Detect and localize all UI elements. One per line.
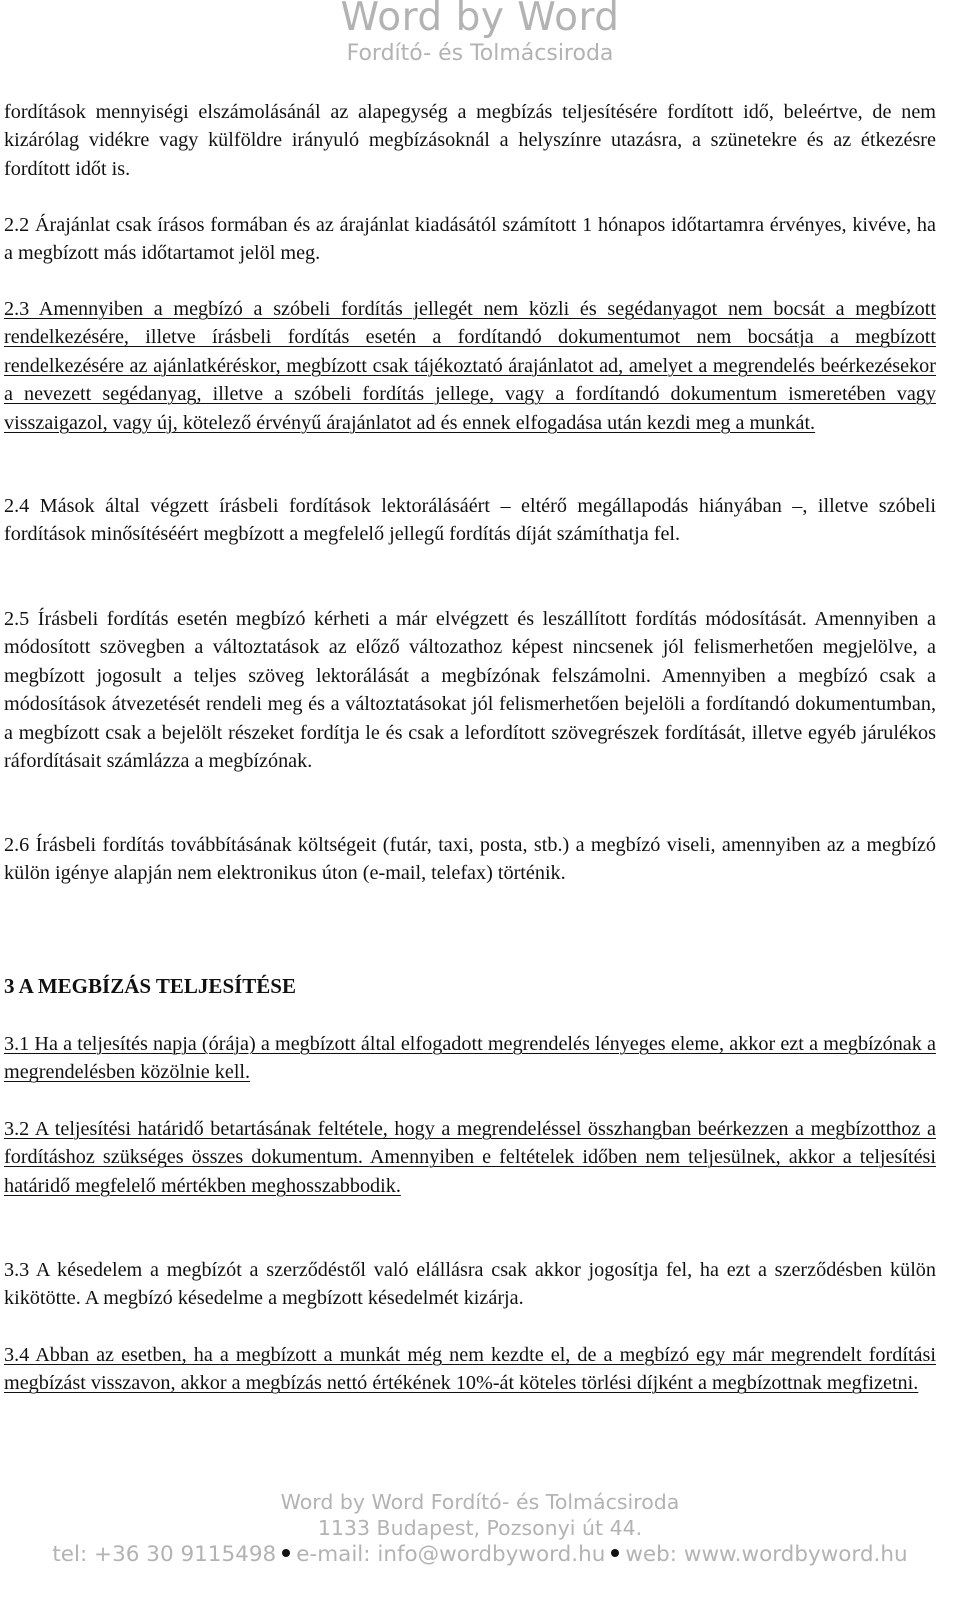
- footer-contacts: [0, 1540, 960, 1570]
- bullet-dot-icon: [611, 1549, 619, 1557]
- paragraph-2-5: [4, 605, 936, 775]
- paragraph-text: 3.3 A késedelem a megbízót a szerződéstől való elállásra csak akkor jogosítja fel, ha ezt a szerződésben külön kikötötte. A megbízó késedelme a megbízott késedelmét kizárja.: [4, 1259, 936, 1310]
- section-heading-3: 3 A MEGBÍZÁS TELJESÍTÉSE: [4, 974, 296, 998]
- footer-company: Word by Word Fordító- és Tolmácsiroda: [280, 1490, 680, 1514]
- paragraph-text: fordítások mennyiségi elszámolásánál az alapegység a megbízás teljesítésére fordított idő, beleértve, de nem kizárólag vidékre vagy külföldre irányuló megbízásoknál a helyszínre utazásra, a szünetekre és az étkezésre fordított időt is.: [4, 101, 936, 180]
- paragraph-3-4: [4, 1341, 936, 1398]
- paragraph-text: 3.4 Abban az esetben, ha a megbízott a munkát még nem kezdte el, de a megbízó egy már megrendelt fordítási megbízást visszavon, akkor a megbízás nettó értékének 10%-át köteles törlési díjként a megbízottnak megfizetni.: [4, 1344, 936, 1395]
- paragraph-text: 2.2 Árajánlat csak írásos formában és az árajánlat kiadásától számított 1 hónapos időtartamra érvényes, kivéve, ha a megbízott más időtartamot jelöl meg.: [4, 214, 936, 265]
- paragraph-text: 3.2 A teljesítési határidő betartásának feltétele, hogy a megrendeléssel összhangban beérkezzen a megbízotthoz a fordításhoz szükséges összes dokumentum. Amennyiben e feltételek időben nem teljesülnek, akkor a teljesítési határidő megfelelő mértékben meghosszabbodik.: [4, 1118, 936, 1197]
- footer-email: e-mail: info@wordbyword.hu: [296, 1542, 606, 1567]
- footer-address: 1133 Budapest, Pozsonyi út 44.: [317, 1516, 643, 1540]
- paragraph-3-1: [4, 1030, 936, 1087]
- header-subtitle: Fordító- és Tolmácsiroda: [346, 41, 614, 66]
- paragraph-text: 3.1 Ha a teljesítés napja (órája) a megbízott által elfogadott megrendelés lényeges eleme, akkor ezt a megbízónak a megrendelésben közölnie kell.: [4, 1033, 936, 1084]
- paragraph-text: 2.5 Írásbeli fordítás esetén megbízó kérheti a már elvégzett és leszállított fordítás módosítását. Amennyiben a módosított szövegben a változtatások az előző változathoz képest nincsenek jól felismerhetően megjelölve, a megbízott jogosult a teljes szöveg lektorálását a megbízónak felszámolni. Amennyiben a megbízó csak a módosítások átvezetését rendeli meg és a változtatásokat jól felismerhetően bejelöli a fordítandó dokumentumban, a megbízott csak a bejelölt részeket fordítja le és csak a lefordított szövegrészek fordítását, illetve egyéb járulékos ráfordításait számlázza a megbízónak.: [4, 608, 936, 773]
- footer-web: web: www.wordbyword.hu: [625, 1542, 908, 1567]
- header-title: Word by Word: [340, 0, 620, 40]
- footer-phone: tel: +36 30 9115498: [52, 1542, 277, 1567]
- paragraph-text: 2.6 Írásbeli fordítás továbbításának költségeit (futár, taxi, posta, stb.) a megbízó viseli, amennyiben az a megbízó külön igénye alapján nem elektronikus úton (e-mail, telefax) történik.: [4, 834, 936, 885]
- paragraph-3-3: [4, 1256, 936, 1313]
- paragraph-2-3: [4, 295, 936, 437]
- paragraph-text: 2.3 Amennyiben a megbízó a szóbeli fordítás jellegét nem közli és segédanyagot nem bocsát a megbízott rendelkezésére, illetve írásbeli fordítás esetén a fordítandó dokumentumot nem bocsátja a megbízott rendelkezésére az ajánlatkéréskor, megbízott csak tájékoztató árajánlatot ad, amelyet a megrendelés beérkezésekor a nevezett segédanyag, illetve a szóbeli fordítás jellege, vagy a fordítandó dokumentum ismeretében vagy visszaigazol, vagy új, kötelező érvényű árajánlatot ad és ennek elfogadása után kezdi meg a munkát.: [4, 298, 936, 434]
- paragraph-3-2: [4, 1115, 936, 1200]
- paragraph-text: 2.4 Mások által végzett írásbeli fordítások lektorálásáért – eltérő megállapodás hiányában –, illetve szóbeli fordítások minősítéséért megbízott a megfelelő jellegű fordítás díját számíthatja fel.: [4, 495, 936, 546]
- paragraph-intro: [4, 98, 936, 183]
- bullet-dot-icon: [282, 1549, 290, 1557]
- paragraph-2-6: [4, 831, 936, 888]
- paragraph-2-4: [4, 492, 936, 549]
- paragraph-2-2: [4, 211, 936, 268]
